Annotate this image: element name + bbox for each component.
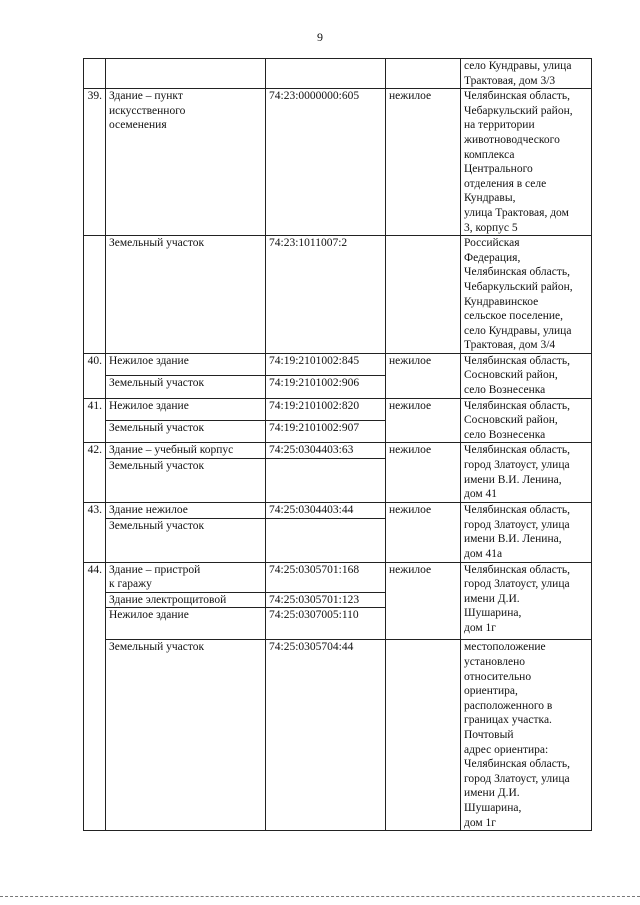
table-row [84,59,592,89]
cadastral-number: 74:25:0304403:63 [266,443,386,459]
cadastral-number: 74:25:0305701:123 [266,592,386,608]
table-row [84,398,592,420]
row-number [84,236,106,354]
table-row [84,443,592,459]
table-row [84,503,592,519]
object-type: нежилое [386,398,461,443]
object-type [386,59,461,89]
object-address: Челябинская область, город Златоуст, улица имени Д.И. Шушарина, дом 1г [461,562,592,640]
cadastral-number: 74:23:0000000:605 [266,89,386,236]
row-number: 40. [84,353,106,398]
object-name: Здание – пристрой к гаражу [106,562,266,592]
object-name: Здание электрощитовой [106,592,266,608]
object-type: нежилое [386,443,461,503]
table-row [84,562,592,592]
object-type: нежилое [386,89,461,236]
object-type: нежилое [386,353,461,398]
object-name: Нежилое здание [106,608,266,640]
object-name: Нежилое здание [106,353,266,375]
page-number: 9 [317,30,323,44]
cadastral-number: 74:19:2101002:845 [266,353,386,375]
object-type: нежилое [386,503,461,563]
cadastral-number: 74:19:2101002:907 [266,421,386,443]
object-type: нежилое [386,562,461,640]
table-row [84,640,592,831]
row-number: 44. [84,562,106,831]
cadastral-number [266,518,386,562]
cadastral-number: 74:25:0307005:110 [266,608,386,640]
object-name: Земельный участок [106,236,266,354]
object-type [386,640,461,831]
object-name [106,59,266,89]
table-row [84,236,592,354]
cadastral-number: 74:25:0305704:44 [266,640,386,831]
object-name: Земельный участок [106,376,266,398]
row-number [84,59,106,89]
object-address: местоположение установлено относительно ориентира, расположенного в границах участка. Почтовый адрес ориентира: Челябинская область, город Златоуст, улица имени Д.И. Шушарина, дом 1г [461,640,592,831]
object-address: Российская Федерация, Челябинская область, Чебаркульский район, Кундравинское сельское поселение, село Кундравы, улица Трактовая, дом 3/4 [461,236,592,354]
object-address: Челябинская область, Сосновский район, село Вознесенка [461,353,592,398]
cadastral-number [266,459,386,503]
property-registry-table [83,58,592,831]
object-address: село Кундравы, улица Трактовая, дом 3/3 [461,59,592,89]
object-address: Челябинская область, Чебаркульский район, на территории животноводческого комплекса Центрального отделения в селе Кундравы, улица Трактовая, дом 3, корпус 5 [461,89,592,236]
object-name: Нежилое здание [106,398,266,420]
object-address: Челябинская область, город Златоуст, улица имени В.И. Ленина, дом 41а [461,503,592,563]
object-address: Челябинская область, город Златоуст, улица имени В.И. Ленина, дом 41 [461,443,592,503]
row-number: 41. [84,398,106,443]
object-type [386,236,461,354]
object-name: Земельный участок [106,518,266,562]
object-name: Земельный участок [106,640,266,831]
cadastral-number: 74:23:1011007:2 [266,236,386,354]
table-row [84,353,592,375]
cadastral-number: 74:25:0305701:168 [266,562,386,592]
table-row [84,89,592,236]
row-number: 43. [84,503,106,563]
cadastral-number: 74:25:0304403:44 [266,503,386,519]
object-name: Земельный участок [106,459,266,503]
object-address: Челябинская область, Сосновский район, село Вознесенка [461,398,592,443]
row-number: 39. [84,89,106,236]
object-name: Здание – учебный корпус [106,443,266,459]
cadastral-number: 74:19:2101002:820 [266,398,386,420]
page-bottom-divider [0,896,640,897]
object-name: Здание – пункт искусственного осеменения [106,89,266,236]
object-name: Здание нежилое [106,503,266,519]
cadastral-number [266,59,386,89]
cadastral-number: 74:19:2101002:906 [266,376,386,398]
row-number: 42. [84,443,106,503]
object-name: Земельный участок [106,421,266,443]
